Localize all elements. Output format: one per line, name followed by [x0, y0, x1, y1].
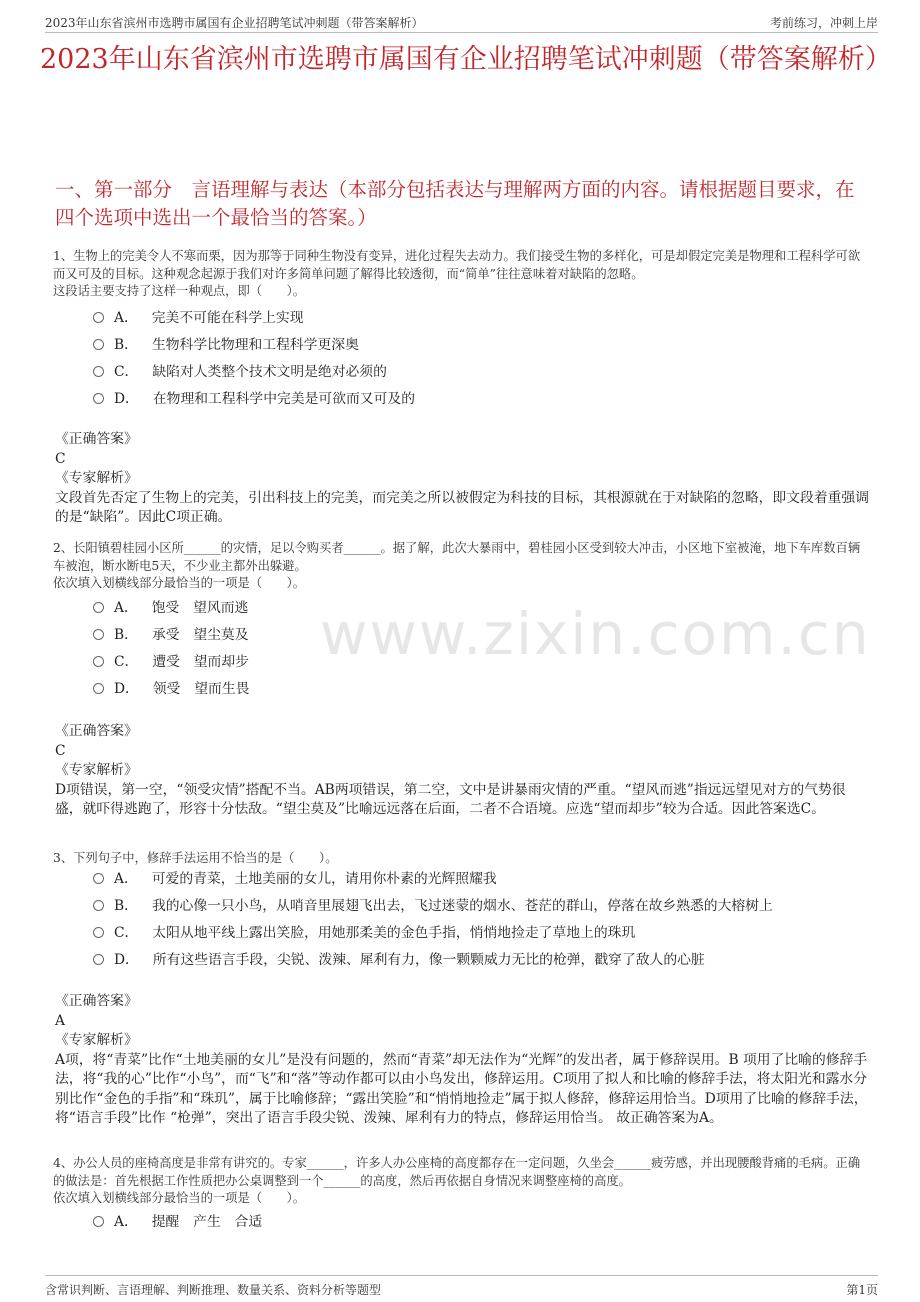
question-1-option-a[interactable]: A． 完美不可能在科学上实现	[93, 308, 304, 328]
answer-label: 《正确答案》	[55, 993, 138, 1009]
question-1-option-b[interactable]: B． 生物科学比物理和工程科学更深奥	[93, 335, 359, 355]
question-prompt: 依次填入划横线部分最恰当的一项是（ ）。	[53, 576, 306, 590]
question-3-option-c[interactable]: C． 太阳从地平线上露出笑脸，用她那柔美的金色手指，悄悄地捡走了草地上的珠玑	[93, 923, 635, 943]
radio-button[interactable]	[93, 954, 104, 965]
analysis-text: 文段首先否定了生物上的完美，引出科技上的完美，而完美之所以被假定为科技的目标，其根源就在于对缺陷的忽略，即文段着重强调的是“缺陷”。因此C项正确。	[55, 489, 870, 525]
question-1-option-c[interactable]: C． 缺陷对人类整个技术文明是绝对必须的	[93, 362, 387, 382]
page-header	[45, 0, 878, 33]
footer-topics: 含常识判断、言语理解、判断推理、数量关系、资料分析等题型	[45, 1283, 382, 1297]
question-stem-text: 2、长阳镇碧桂园小区所______的灾情，足以令购买者______。据了解，此次大暴雨中，碧桂园小区受到较大冲击，小区地下室被淹，地下车库数百辆车被泡，断水断电5天，不少业主都外出躲避。	[53, 541, 861, 573]
answer-value: C	[55, 450, 66, 467]
radio-button[interactable]	[93, 312, 104, 323]
document-title: 2023年山东省滨州市选聘市属国有企业招聘笔试冲刺题（带答案解析）	[40, 44, 892, 75]
question-prompt: 这段话主要支持了这样一种观点，即（ ）。	[53, 284, 306, 298]
question-stem-text: 1、生物上的完美令人不寒而栗，因为那等于同种生物没有变异，进化过程失去动力。我们接受生物的多样化，可是却假定完美是物理和工程科学可欲而又可及的目标。这种观念起源于我们对许多简单问题了解得比较透彻，而“简单”往往意味着对缺陷的忽略。	[53, 249, 861, 281]
question-3-option-a[interactable]: A． 可爱的青菜，土地美丽的女儿，请用你朴素的光辉照耀我	[93, 869, 497, 889]
header-slogan: 考前练习，冲刺上岸	[769, 16, 878, 30]
question-stem-text: 4、办公人员的座椅高度是非常有讲究的。专家______，许多人办公座椅的高度都存在一定问题，久坐会______疲劳感，并出现腰酸背痛的毛病。正确的做法是：首先根据工作性质把办公桌调整到一个______的高度，然后再依据自身情况来调整座椅的高度。	[53, 1156, 861, 1188]
question-1-answer-block	[55, 430, 870, 528]
question-1-option-d[interactable]: D． 在物理和工程科学中完美是可欲而又可及的	[93, 389, 415, 409]
radio-button[interactable]	[93, 873, 104, 884]
question-2-option-c[interactable]: C． 遭受 望而却步	[93, 652, 249, 672]
analysis-text: D项错误，第一空，“领受灾情”搭配不当。AB两项错误，第二空，文中是讲暴雨灾情的严重。“望风而逃”指远远望见对方的气势很盛，就吓得逃跑了，形容十分怯敌。“望尘莫及”比喻远远落在后面，二者不合语境。应选“望而却步”较为合适。因此答案选C。	[55, 781, 846, 817]
question-4-stem	[53, 1155, 865, 1208]
radio-button[interactable]	[93, 683, 104, 694]
analysis-label: 《专家解析》	[55, 762, 138, 778]
question-prompt: 依次填入划横线部分最恰当的一项是（ ）。	[53, 1191, 306, 1205]
radio-button[interactable]	[93, 339, 104, 350]
header-doc-title: 2023年山东省滨州市选聘市属国有企业招聘笔试冲刺题（带答案解析）	[45, 16, 424, 30]
answer-value: A	[55, 1012, 65, 1029]
radio-button[interactable]	[93, 393, 104, 404]
radio-button[interactable]	[93, 927, 104, 938]
question-3-stem	[53, 850, 865, 868]
analysis-label: 《专家解析》	[55, 1032, 138, 1048]
radio-button[interactable]	[93, 656, 104, 667]
analysis-text: A项，将“青菜”比作“土地美丽的女儿”是没有问题的，然而“青菜”却无法作为“光辉”的发出者，属于修辞误用。B 项用了比喻的修辞手法，将“我的心”比作“小鸟”，而“飞”和“落”等动作都可以由小鸟发出，修辞运用。C项用了拟人和比喻的修辞手法，将太阳光和露水分 别比作“金色的手指”和“珠玑”，属于比喻修辞；“露出笑脸”和“悄悄地捡走”属于拟人修辞，修辞运用恰当。D项用了比喻的修辞手法，将“语言手段”比作 “枪弹”，突出了语言手段尖锐、泼辣、犀利有力的特点，修辞运用恰当。 故正确答案为A。	[55, 1051, 868, 1126]
analysis-label: 《专家解析》	[55, 470, 138, 486]
question-2-answer-block	[55, 722, 870, 820]
question-4-option-a[interactable]: A． 提醒 产生 合适	[93, 1212, 262, 1232]
question-2-option-a[interactable]: A． 饱受 望风而逃	[93, 598, 248, 618]
answer-label: 《正确答案》	[55, 431, 138, 447]
radio-button[interactable]	[93, 602, 104, 613]
answer-value: C	[55, 742, 66, 759]
question-2-option-d[interactable]: D． 领受 望而生畏	[93, 679, 249, 699]
question-1-stem	[53, 248, 865, 301]
page-footer	[45, 1275, 878, 1302]
watermark: www.zixin.com.cn	[320, 600, 871, 668]
page-number: 第1页	[846, 1283, 878, 1297]
question-3-option-d[interactable]: D． 所有这些语言手段，尖锐、泼辣、犀利有力，像一颗颗威力无比的枪弹，戳穿了敌人的心脏	[93, 950, 705, 970]
question-2-option-b[interactable]: B． 承受 望尘莫及	[93, 625, 249, 645]
question-3-option-b[interactable]: B． 我的心像一只小鸟，从哨音里展翅飞出去，飞过迷蒙的烟水、苍茫的群山，停落在故乡熟悉的大榕树上	[93, 896, 773, 916]
question-3-answer-block	[55, 992, 870, 1129]
answer-label: 《正确答案》	[55, 723, 138, 739]
question-stem-text: 3、下列句子中，修辞手法运用不恰当的是（ ）。	[53, 851, 338, 865]
radio-button[interactable]	[93, 629, 104, 640]
radio-button[interactable]	[93, 366, 104, 377]
radio-button[interactable]	[93, 900, 104, 911]
radio-button[interactable]	[93, 1216, 104, 1227]
question-2-stem	[53, 540, 865, 593]
section-heading: 一、第一部分 言语理解与表达（本部分包括表达与理解两方面的内容。请根据题目要求，在四个选项中选出一个最恰当的答案。）	[55, 178, 855, 229]
